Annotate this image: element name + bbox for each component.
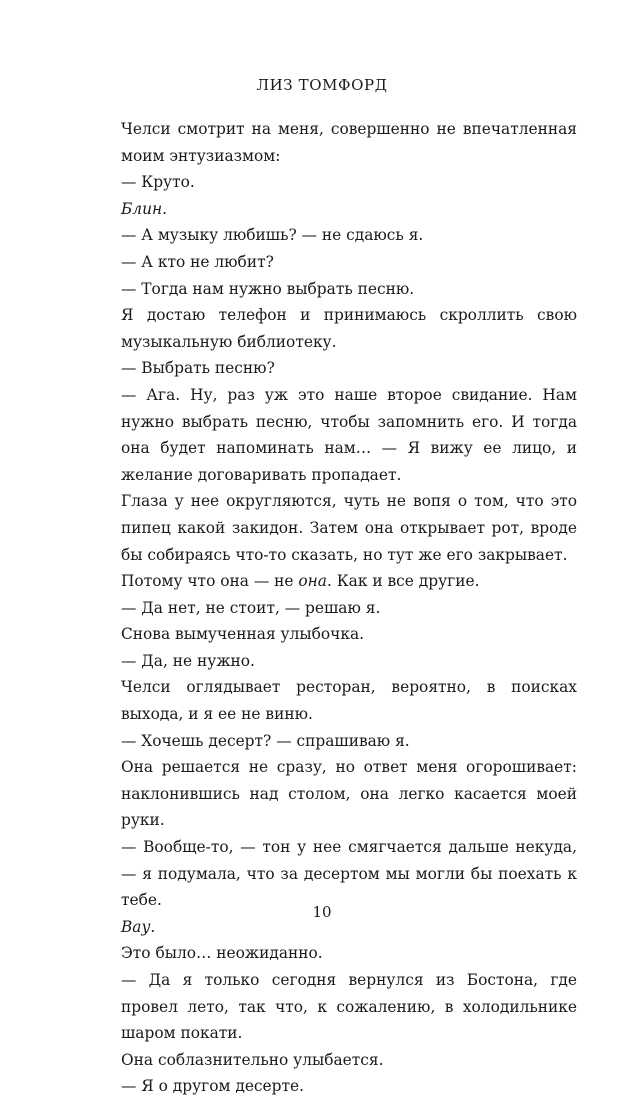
text-run: Челси оглядывает ресторан, вероятно, в поисках выхода, и я ее не виню. (121, 678, 577, 724)
italic-run: Вау. (121, 917, 156, 936)
text-run: Я достаю телефон и принимаюсь скроллить свою музыкальную библиотеку. (121, 306, 577, 351)
paragraph (121, 621, 577, 648)
page-number: 10 (312, 903, 332, 921)
paragraph (121, 169, 577, 196)
running-head: ЛИЗ ТОМФОРД (256, 76, 388, 94)
text-run: . Как и все другие. (326, 572, 480, 591)
italic-run: Блин. (121, 199, 168, 218)
paragraph (121, 595, 577, 622)
text-run: Это было… неожиданно. (121, 944, 323, 963)
paragraph (121, 488, 577, 568)
paragraph (121, 116, 577, 169)
paragraph (121, 382, 577, 488)
text-run: — Вообще-то, — тон у нее смягчается дальше некуда, — я подумала, что за десертом мы могли бы поехать к тебе. (121, 838, 577, 910)
body-text (121, 116, 577, 1100)
paragraph (121, 222, 577, 249)
text-run: — Хочешь десерт? — спрашиваю я. (121, 731, 410, 750)
paragraph (121, 754, 577, 834)
text-run: Потому что она — не (121, 572, 299, 591)
paragraph (121, 728, 577, 755)
text-run: — Тогда нам нужно выбрать песню. (121, 279, 415, 298)
text-run: — Ага. Ну, раз уж это наше второе свидание. Нам нужно выбрать песню, чтобы запомнить его. И тогда она будет напоминать нам… — Я вижу ее лицо, и желание договаривать пропадает. (121, 385, 577, 484)
paragraph (121, 1047, 577, 1074)
paragraph (121, 196, 577, 223)
paragraph (121, 834, 577, 914)
text-run: — А кто не любит? (121, 252, 274, 271)
paragraph (121, 302, 577, 355)
paragraph (121, 940, 577, 967)
text-run: — Да, не нужно. (121, 651, 255, 670)
text-run: — Круто. (121, 173, 195, 192)
paragraph (121, 674, 577, 727)
text-run: — А музыку любишь? — не сдаюсь я. (121, 226, 424, 245)
text-run: Она решается не сразу, но ответ меня огорошивает: наклонившись над столом, она легко касается моей руки. (121, 758, 577, 830)
text-run: — Выбрать песню? (121, 359, 275, 378)
text-run: — Да нет, не стоит, — решаю я. (121, 598, 381, 617)
text-run: Челси смотрит на меня, совершенно не впечатленная моим энтузиазмом: (121, 120, 577, 165)
paragraph (121, 249, 577, 276)
paragraph (121, 355, 577, 382)
paragraph (121, 568, 577, 595)
text-run: Снова вымученная улыбочка. (121, 625, 365, 644)
paragraph (121, 648, 577, 675)
paragraph (121, 1073, 577, 1100)
text-run: — Я о другом десерте. (121, 1077, 305, 1096)
italic-run: она (298, 572, 327, 591)
paragraph (121, 276, 577, 303)
text-run: Глаза у нее округляются, чуть не вопя о том, что это пипец какой закидон. Затем она открывает рот, вроде бы собираясь что-то сказать, но тут же его закрывает. (121, 492, 577, 564)
paragraph (121, 967, 577, 1047)
text-run: — Да я только сегодня вернулся из Бостона, где провел лето, так что, к сожалению, в холодильнике шаром покати. (121, 971, 577, 1043)
text-run: Она соблазнительно улыбается. (121, 1050, 384, 1069)
